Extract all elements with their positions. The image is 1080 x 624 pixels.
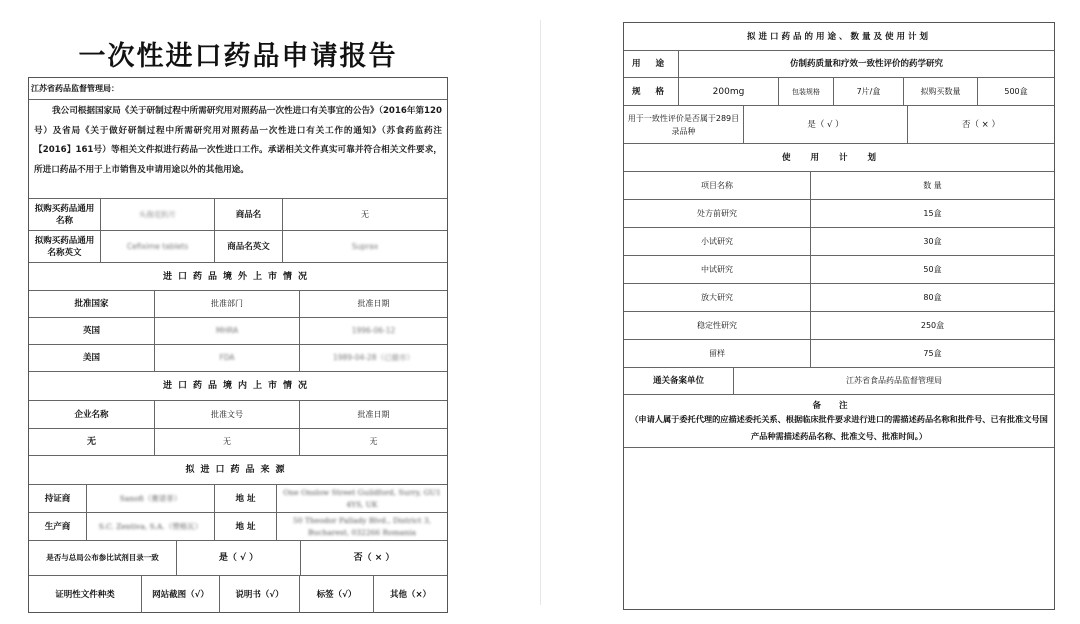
- plan-header-row: [624, 172, 1054, 200]
- overseas-row: [29, 345, 447, 372]
- trade-name-value: 无: [361, 209, 369, 219]
- consistency-yes: 是（ √ ）: [177, 541, 301, 575]
- remarks-title: 备注: [812, 401, 866, 411]
- plan-item: 处方前研究: [624, 200, 811, 227]
- usage-label: 用 途: [624, 51, 679, 77]
- domestic-approval-date-header: 批准日期: [357, 409, 390, 419]
- document-title: 一次性进口药品申请报告: [78, 41, 398, 72]
- plan-qty: 15盒: [923, 208, 942, 218]
- proof-label: 证明性文件种类: [29, 576, 142, 613]
- approval-date: 1989-04-28（已撤市）: [332, 353, 415, 362]
- domestic-section-row: [29, 372, 447, 401]
- plan-item-header: 项目名称: [624, 172, 811, 199]
- consistency-label: 是否与总局公布参比试剂目录一致: [29, 541, 177, 575]
- maker-value: S.C. Zentiva, S.A.（赞格瓦）: [87, 513, 215, 540]
- plan-qty: 75盒: [923, 348, 942, 358]
- plan-row: [624, 312, 1054, 340]
- generic-name-value: 头孢克肟片: [101, 199, 215, 230]
- application-form-right: [623, 22, 1055, 610]
- proof-row: [29, 576, 447, 613]
- proof-item: 说明书（√）: [220, 576, 300, 613]
- plan-row: [624, 340, 1054, 368]
- maker-address-value: 50 Theodor Pallady Blvd., District 3, Bucharest, 032266 Romania: [293, 515, 431, 537]
- plan-item: 稳定性研究: [624, 312, 811, 339]
- holder-address-label: 地 址: [215, 485, 277, 512]
- customs-label: 通关备案单位: [624, 368, 734, 394]
- maker-address-label: 地 址: [215, 513, 277, 540]
- company-name: 无: [29, 429, 155, 455]
- generic-name-label: 拟购买药品通用名称: [29, 199, 101, 230]
- plan-item: 放大研究: [624, 284, 811, 311]
- maker-row: [29, 513, 447, 541]
- holder-row: [29, 485, 447, 513]
- addressee: 江苏省药品监督管理局：: [31, 83, 119, 93]
- source-section-title: 拟进口药品来源: [185, 465, 291, 475]
- domestic-row: [29, 429, 447, 456]
- plan-section-row: [624, 144, 1054, 172]
- application-form-left: [28, 77, 448, 613]
- approval-country-header: 批准国家: [29, 291, 155, 317]
- trade-name-label: 商品名: [215, 199, 283, 230]
- plan-qty-header: 数 量: [923, 180, 942, 190]
- approval-authority: MHRA: [155, 318, 300, 344]
- spec-row: [624, 78, 1054, 106]
- company-name-header: 企业名称: [29, 401, 155, 428]
- approval-country: 英国: [29, 318, 155, 344]
- plan-item: 小试研究: [624, 228, 811, 255]
- holder-value: Sanofi（赛诺菲）: [87, 485, 215, 512]
- drug-generic-en-row: [29, 231, 447, 263]
- page-divider: [540, 20, 541, 605]
- consistency-no: 否（ × ）: [353, 553, 395, 563]
- plan-row: [624, 228, 1054, 256]
- application-statement: 我公司根据国家局《关于研制过程中所需研究用对照药品一次性进口有关事宜的公告》（2016年第120号）及省局《关于做好研制过程中所需研究用对照药品一次性进口有关工作的通知》（苏食药监药注【2016】161号）等相关文件拟进行药品一次性进口工作。承诺相关文件真实可靠并符合相关文件要求，所进口药品不用于上市销售及申请用途以外的其他用途。: [29, 100, 447, 199]
- overseas-header-row: [29, 291, 447, 318]
- generic-name-en-label: 拟购买药品通用名称英文: [29, 231, 101, 262]
- eval-label: 用于一致性评价是否属于289目录品种: [624, 106, 744, 143]
- approval-date-header: 批准日期: [357, 299, 390, 308]
- usage-row: [624, 51, 1054, 78]
- domestic-header-row: [29, 401, 447, 429]
- proof-item: 标签（√）: [300, 576, 374, 613]
- plan-qty: 250盒: [920, 320, 945, 330]
- customs-row: [624, 368, 1054, 395]
- approval-authority: FDA: [155, 345, 300, 371]
- plan-qty: 30盒: [923, 236, 942, 246]
- spec-label: 规 格: [624, 78, 679, 105]
- plan-qty: 50盒: [923, 264, 942, 274]
- approval-authority-header: 批准部门: [155, 291, 300, 317]
- quantity-label: 拟购买数量: [904, 78, 978, 105]
- maker-label: 生产商: [29, 513, 87, 540]
- overseas-section-title: 进口药品境外上市情况: [162, 271, 313, 282]
- domestic-approval-date: 无: [369, 437, 378, 446]
- generic-name-en-value: Cefixime tablets: [101, 231, 215, 262]
- holder-label: 持证商: [29, 485, 87, 512]
- eval-no: 否（ × ）: [961, 119, 1001, 130]
- source-section-row: [29, 456, 447, 485]
- eval-yes: 是（ √ ）: [744, 106, 908, 143]
- customs-value: 江苏省食品药品监督管理局: [846, 376, 942, 385]
- eval-row: [624, 106, 1054, 144]
- usage-section-title: 拟进口药品的用途、数量及使用计划: [746, 31, 931, 42]
- plan-qty: 80盒: [923, 292, 942, 302]
- remarks-block: [624, 395, 1054, 448]
- approval-country: 美国: [29, 345, 155, 371]
- proof-item: 网站截图（√）: [142, 576, 220, 613]
- plan-row: [624, 200, 1054, 228]
- plan-row: [624, 284, 1054, 312]
- consistency-row: [29, 541, 447, 576]
- spec-value: 200mg: [679, 78, 779, 105]
- usage-value: 仿制药质量和疗效一致性评价的药学研究: [789, 59, 943, 69]
- pack-label: 包装规格: [779, 78, 834, 105]
- approval-date: 1996-06-12: [351, 326, 396, 335]
- addressee-row: [29, 78, 447, 100]
- approval-number-header: 批准文号: [155, 401, 300, 428]
- plan-item: 中试研究: [624, 256, 811, 283]
- usage-section-row: [624, 23, 1054, 51]
- remarks-note: （申请人属于委托代理的应描述委托关系、根据临床批件要求进行进口的需描述药品名称和批件号、已有批准文号国产品种需描述药品名称、批准文号、批准时间。）: [630, 414, 1048, 441]
- overseas-section-row: [29, 263, 447, 291]
- plan-section-title: 使用计划: [781, 152, 896, 163]
- approval-number: 无: [155, 429, 300, 455]
- drug-generic-row: [29, 199, 447, 231]
- plan-row: [624, 256, 1054, 284]
- proof-item: 其他（×）: [389, 589, 432, 600]
- pack-value: 7片/盒: [834, 78, 904, 105]
- trade-name-en-label: 商品名英文: [215, 231, 283, 262]
- trade-name-en-value: Suprax: [351, 241, 379, 251]
- overseas-row: [29, 318, 447, 345]
- domestic-section-title: 进口药品境内上市情况: [162, 381, 313, 391]
- quantity-value: 500盒: [1004, 86, 1028, 96]
- holder-address-value: One Onslow Street Guildford, Surry, GU1 4YS, UK: [283, 487, 441, 509]
- plan-item: 留样: [624, 340, 811, 367]
